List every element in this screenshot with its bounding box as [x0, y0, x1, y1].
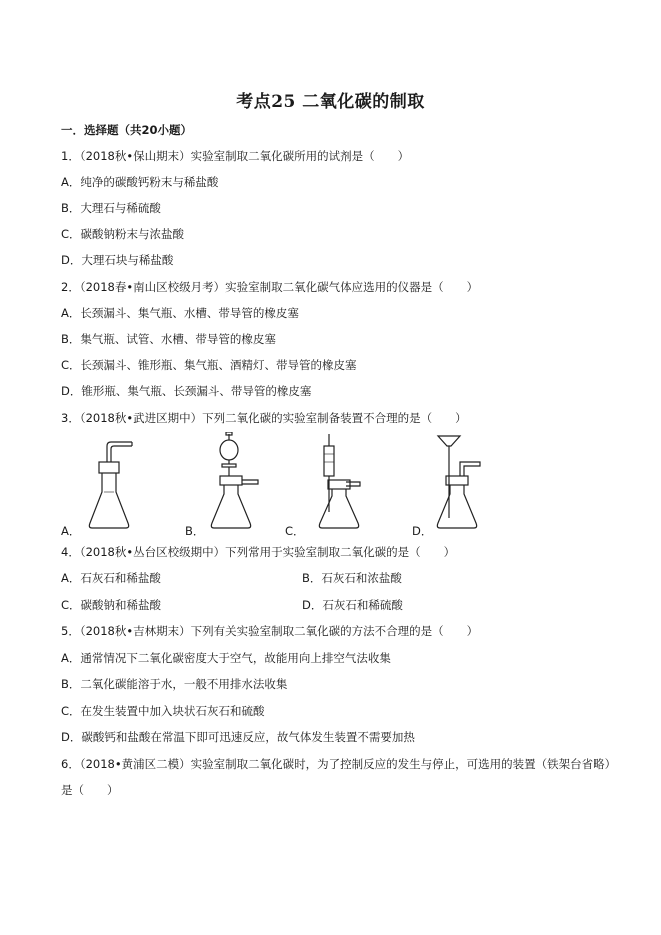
q2-option-b: B．集气瓶、试管、水槽、带导管的橡皮塞: [61, 332, 276, 346]
q6-stem-line1: 6．（2018•黄浦区二模）实验室制取二氧化碳时，为了控制反应的发生与停止，可选用的装置（铁架台省略）: [61, 757, 617, 771]
apparatus-a-figure: [78, 432, 140, 532]
q2-stem: 2．（2018春•南山区校级月考）实验室制取二氧化碳气体应选用的仪器是（ ）: [61, 280, 479, 294]
q3-label-a: A．: [61, 524, 81, 538]
q5-option-c: C．在发生装置中加入块状石灰石和硫酸: [61, 704, 265, 718]
section-heading: 一．选择题（共20小题）: [61, 123, 193, 137]
q1-option-d: D．大理石块与稀盐酸: [61, 253, 174, 267]
q4-option-b: B．石灰石和浓盐酸: [302, 571, 402, 585]
q4-option-a: A．石灰石和稀盐酸: [61, 571, 161, 585]
apparatus-d-figure: [426, 432, 490, 532]
q2-option-c: C．长颈漏斗、锥形瓶、集气瓶、酒精灯、带导管的橡皮塞: [61, 358, 357, 372]
q1-option-c: C．碳酸钠粉末与浓盐酸: [61, 227, 185, 241]
q1-option-a: A．纯净的碳酸钙粉末与稀盐酸: [61, 175, 219, 189]
q6-stem-line2: 是（ ）: [61, 783, 119, 797]
q3-stem: 3．（2018秋•武进区期中）下列二氧化碳的实验室制备装置不合理的是（ ）: [61, 411, 467, 425]
q3-label-b: B．: [185, 524, 205, 538]
q5-stem: 5．（2018秋•吉林期末）下列有关实验室制取二氧化碳的方法不合理的是（ ）: [61, 624, 479, 638]
q1-stem: 1．（2018秋•保山期末）实验室制取二氧化碳所用的试剂是（ ）: [61, 149, 410, 163]
q5-option-b: B．二氧化碳能溶于水，一般不用排水法收集: [61, 677, 288, 691]
q1-option-b: B．大理石与稀硫酸: [61, 201, 161, 215]
q3-label-c: C．: [285, 524, 305, 538]
q2-option-d: D．锥形瓶、集气瓶、长颈漏斗、带导管的橡皮塞: [61, 384, 312, 398]
page-title: 考点25 二氧化碳的制取: [236, 92, 425, 112]
q5-option-d: D．碳酸钙和盐酸在常温下即可迅速反应，故气体发生装置不需要加热: [61, 730, 415, 744]
q4-option-c: C．碳酸钠和稀盐酸: [61, 598, 162, 612]
apparatus-b-figure: [202, 432, 264, 532]
q4-stem: 4．（2018秋•丛台区校级期中）下列常用于实验室制取二氧化碳的是（ ）: [61, 545, 456, 559]
q4-option-d: D．石灰石和稀硫酸: [302, 598, 403, 612]
q5-option-a: A．通常情况下二氧化碳密度大于空气，故能用向上排空气法收集: [61, 651, 391, 665]
q2-option-a: A．长颈漏斗、集气瓶、水槽、带导管的橡皮塞: [61, 306, 299, 320]
apparatus-c-figure: [302, 432, 364, 532]
q3-label-d: D．: [412, 524, 433, 538]
